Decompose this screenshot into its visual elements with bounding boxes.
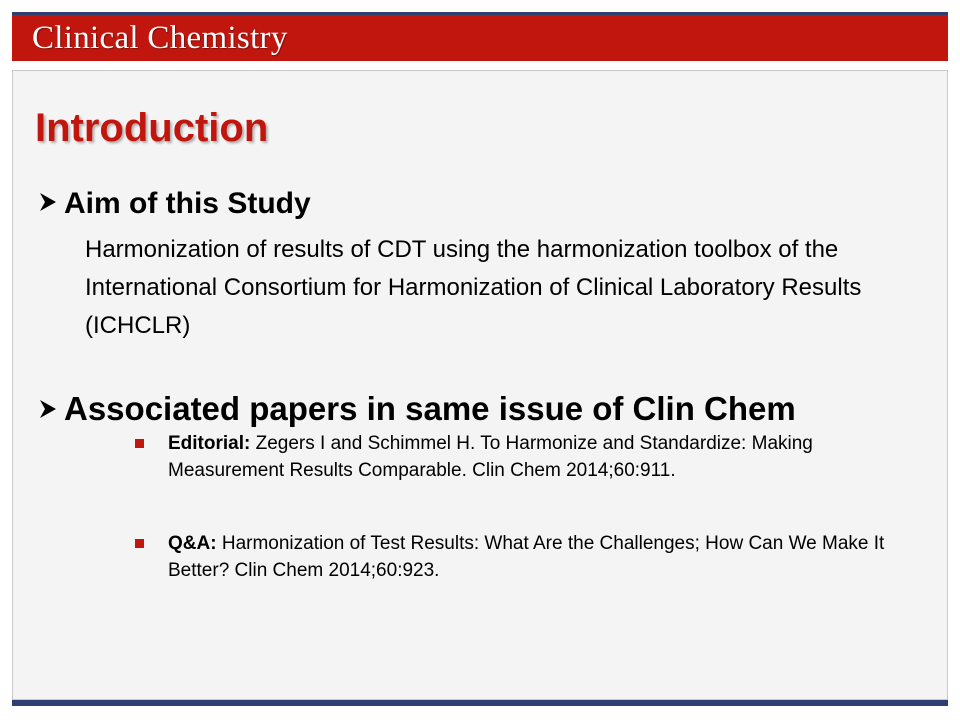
journal-name: Clinical Chemistry [32,20,288,56]
section-heading-label: Associated papers in same issue of Clin Chem [64,390,796,427]
section-heading-papers [38,388,796,430]
journal-banner [12,15,948,61]
content-panel [12,70,948,700]
paper-citation: Zegers I and Schimmel H. To Harmonize and Standardize: Making Measurement Results Comparable. Clin Chem 2014;60:911. [168,433,813,481]
aim-body: Harmonization of results of CDT using the harmonization toolbox of the International Consortium for Harmonization of Clinical Laboratory Results (ICHCLR) [85,236,862,339]
paper-label: Q&A: [168,533,217,554]
arrow-right-icon [38,388,64,430]
bottom-rule [12,700,948,706]
section-heading-label: Aim of this Study [64,187,311,220]
paper-item-qa [135,530,915,584]
paper-label: Editorial: [168,433,251,454]
paper-citation: Harmonization of Test Results: What Are the Challenges; How Can We Make It Better? Clin Chem 2014;60:923. [168,533,885,581]
section-heading-aim [38,185,311,223]
square-bullet-icon [135,539,144,548]
paper-item-editorial [135,430,915,484]
slide-title: Introduction [35,106,269,150]
arrow-right-icon [38,185,64,223]
square-bullet-icon [135,439,144,448]
